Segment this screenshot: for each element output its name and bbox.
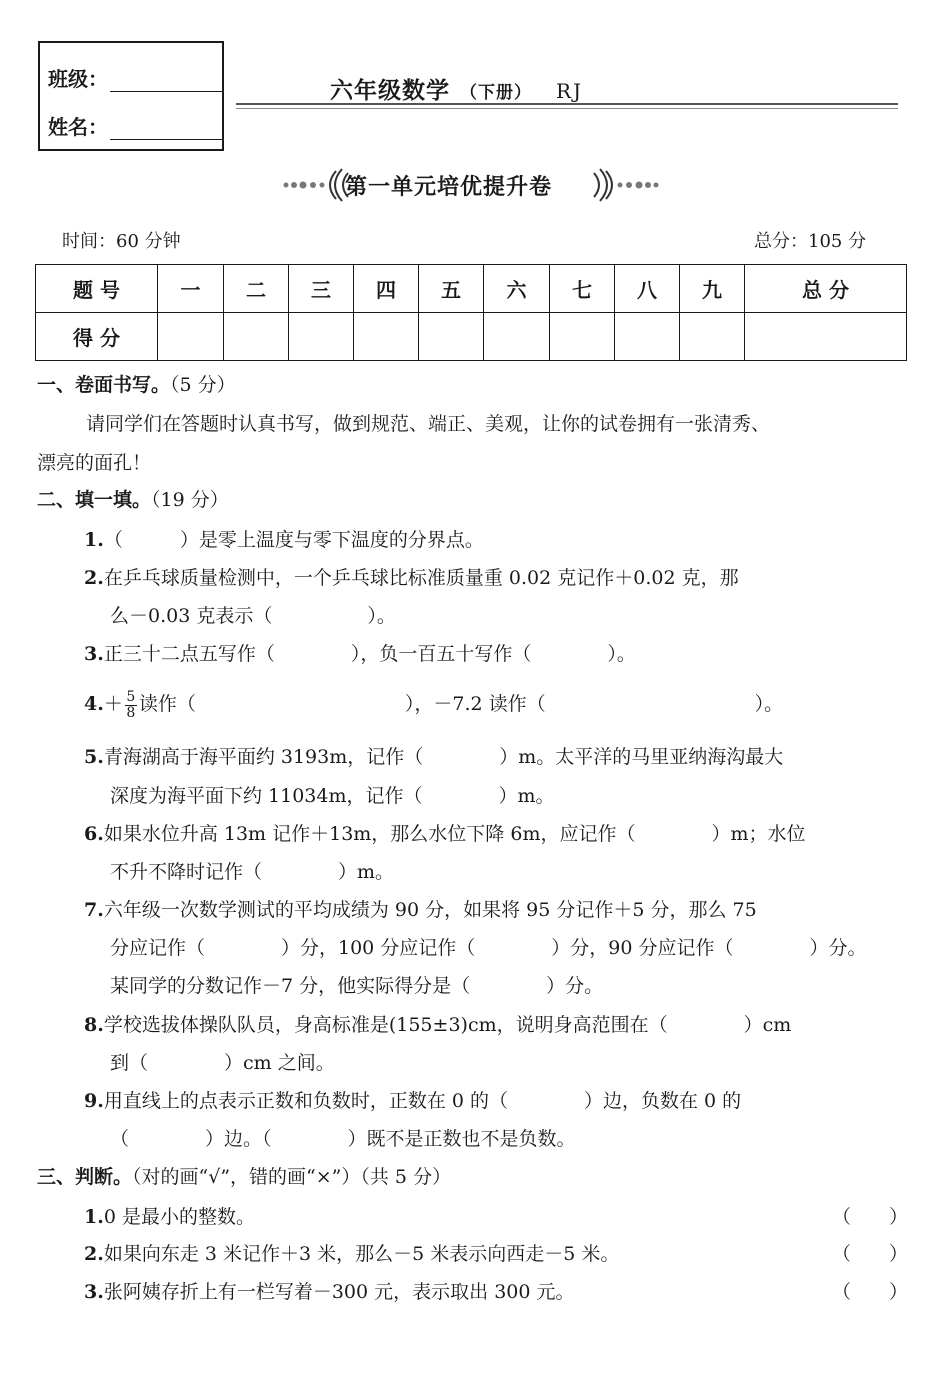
title-text: 六年级数学 <box>330 77 450 104</box>
question-2-9-cont: （ ）边。（ ）既不是正数也不是负数。 <box>110 1128 576 1150</box>
score-cell[interactable] <box>354 313 419 361</box>
score-cell[interactable] <box>224 313 289 361</box>
section-3-title: 三、判断。 <box>37 1166 133 1188</box>
total-score-label: 总分：105 分 <box>754 231 867 252</box>
fraction-denominator: 8 <box>126 704 136 721</box>
question-2-2-cont: 么－0.03 克表示（ ）。 <box>110 605 396 627</box>
score-cell[interactable] <box>419 313 484 361</box>
question-number: 4. <box>84 693 104 715</box>
question-text: 如果向东走 3 米记作＋3 米，那么－5 米表示向西走－5 米。 <box>103 1243 620 1265</box>
question-number: 3. <box>84 643 104 665</box>
question-number: 8. <box>84 1014 104 1036</box>
section-1-points: （5 分） <box>170 374 236 396</box>
volume-text: （下册） <box>460 83 532 103</box>
header-cell: 四 <box>354 265 419 313</box>
header-cell: 一 <box>158 265 224 313</box>
question-2-2 <box>84 565 739 591</box>
question-number: 3. <box>84 1281 104 1303</box>
score-table-score-row <box>36 313 907 361</box>
header-cell: 总 分 <box>745 265 907 313</box>
score-cell[interactable] <box>680 313 745 361</box>
section-1-title: 一、卷面书写。 <box>37 374 171 396</box>
score-cell[interactable] <box>550 313 615 361</box>
question-number: 1. <box>84 1206 104 1228</box>
class-field[interactable] <box>48 63 222 92</box>
question-text: 六年级一次数学测试的平均成绩为 90 分，如果将 95 分记作＋5 分，那么 75 <box>103 899 757 921</box>
question-number: 6. <box>84 823 104 845</box>
question-2-7 <box>84 897 757 923</box>
question-2-6-cont: 不升不降时记作（ ）m。 <box>110 861 395 883</box>
score-table <box>35 264 907 361</box>
time-label: 时间：60 分钟 <box>62 231 181 252</box>
question-2-7-cont2: 某同学的分数记作－7 分，他实际得分是（ ）分。 <box>110 975 604 997</box>
header-cell: 七 <box>550 265 615 313</box>
question-2-8 <box>84 1012 791 1038</box>
question-text: 0 是最小的整数。 <box>103 1206 255 1228</box>
name-field[interactable] <box>48 111 222 140</box>
question-text: 用直线上的点表示正数和负数时，正数在 0 的（ ）边，负数在 0 的 <box>103 1090 742 1112</box>
score-cell[interactable] <box>615 313 680 361</box>
name-blank[interactable] <box>110 121 222 140</box>
class-label: 班级： <box>48 67 108 91</box>
header-cell: 题 号 <box>36 265 158 313</box>
question-number: 2. <box>84 567 104 589</box>
question-text: 在乒乓球质量检测中，一个乒乓球比标准质量重 0.02 克记作＋0.02 克，那 <box>103 567 739 589</box>
question-number: 9. <box>84 1090 104 1112</box>
question-2-6 <box>84 821 805 847</box>
header-cell: 六 <box>484 265 550 313</box>
score-cell[interactable] <box>484 313 550 361</box>
question-3-3 <box>84 1279 575 1305</box>
question-text: 读作（ ），－7.2 读作（ ）。 <box>138 693 784 715</box>
question-2-8-cont: 到（ ）cm 之间。 <box>110 1052 335 1074</box>
score-row-label: 得 分 <box>36 313 158 361</box>
score-cell-total[interactable] <box>745 313 907 361</box>
question-2-4 <box>84 686 783 722</box>
fraction-numerator: 5 <box>126 688 136 705</box>
name-label: 姓名： <box>48 115 108 139</box>
header-cell: 九 <box>680 265 745 313</box>
edition-text: RJ <box>556 79 584 103</box>
section-1-text-line2: 漂亮的面孔！ <box>37 452 152 474</box>
question-text: （ ）是零上温度与零下温度的分界点。 <box>103 529 484 551</box>
section-3-points: （对的画“√”，错的画“×”）（共 5 分） <box>132 1166 452 1188</box>
question-2-5 <box>84 744 783 770</box>
question-text: 学校选拔体操队队员，身高标准是(155±3)cm，说明身高范围在（ ）cm <box>103 1014 792 1036</box>
class-blank[interactable] <box>110 73 222 92</box>
header-cell: 三 <box>289 265 354 313</box>
section-3-heading <box>37 1164 451 1190</box>
section-2-title: 二、填一填。 <box>37 489 152 511</box>
answer-box[interactable]: （ ） <box>832 1206 909 1228</box>
section-2-heading <box>37 487 229 513</box>
header-rule-thin <box>236 108 898 109</box>
question-2-1 <box>84 527 484 553</box>
score-cell[interactable] <box>289 313 354 361</box>
score-cell[interactable] <box>158 313 224 361</box>
question-3-1 <box>84 1204 255 1230</box>
header-cell: 八 <box>615 265 680 313</box>
question-3-2 <box>84 1241 619 1267</box>
question-2-9 <box>84 1088 741 1114</box>
question-text: 如果水位升高 13m 记作＋13m，那么水位下降 6m，应记作（ ）m；水位 <box>103 823 806 845</box>
header-rule <box>236 103 898 105</box>
question-2-3 <box>84 641 636 667</box>
question-number: 7. <box>84 899 104 921</box>
header-cell: 二 <box>224 265 289 313</box>
answer-box[interactable]: （ ） <box>832 1281 909 1303</box>
question-number: 2. <box>84 1243 104 1265</box>
question-number: 5. <box>84 746 104 768</box>
question-text: 青海湖高于海平面约 3193m，记作（ ）m。太平洋的马里亚纳海沟最大 <box>103 746 784 768</box>
header-cell: 五 <box>419 265 484 313</box>
question-text: 正三十二点五写作（ ），负一百五十写作（ ）。 <box>103 643 636 665</box>
page-title <box>330 72 583 105</box>
question-2-5-cont: 深度为海平面下约 11034m，记作（ ）m。 <box>110 785 555 807</box>
answer-box[interactable]: （ ） <box>832 1243 909 1265</box>
name-box <box>38 41 224 151</box>
section-banner-title: 第一单元培优提升卷 <box>345 175 553 200</box>
question-text: 张阿姨存折上有一栏写着－300 元，表示取出 300 元。 <box>103 1281 575 1303</box>
sign-plus: ＋ <box>103 693 123 715</box>
question-2-7-cont1: 分应记作（ ）分，100 分应记作（ ）分，90 分应记作（ ）分。 <box>110 937 867 959</box>
section-1-text-line1: 请同学们在答题时认真书写，做到规范、端正、美观，让你的试卷拥有一张清秀、 <box>86 413 771 435</box>
fraction <box>125 690 137 721</box>
section-1-heading <box>37 372 236 398</box>
section-2-points: （19 分） <box>151 489 229 511</box>
score-table-header-row <box>36 265 907 313</box>
question-number: 1. <box>84 529 104 551</box>
